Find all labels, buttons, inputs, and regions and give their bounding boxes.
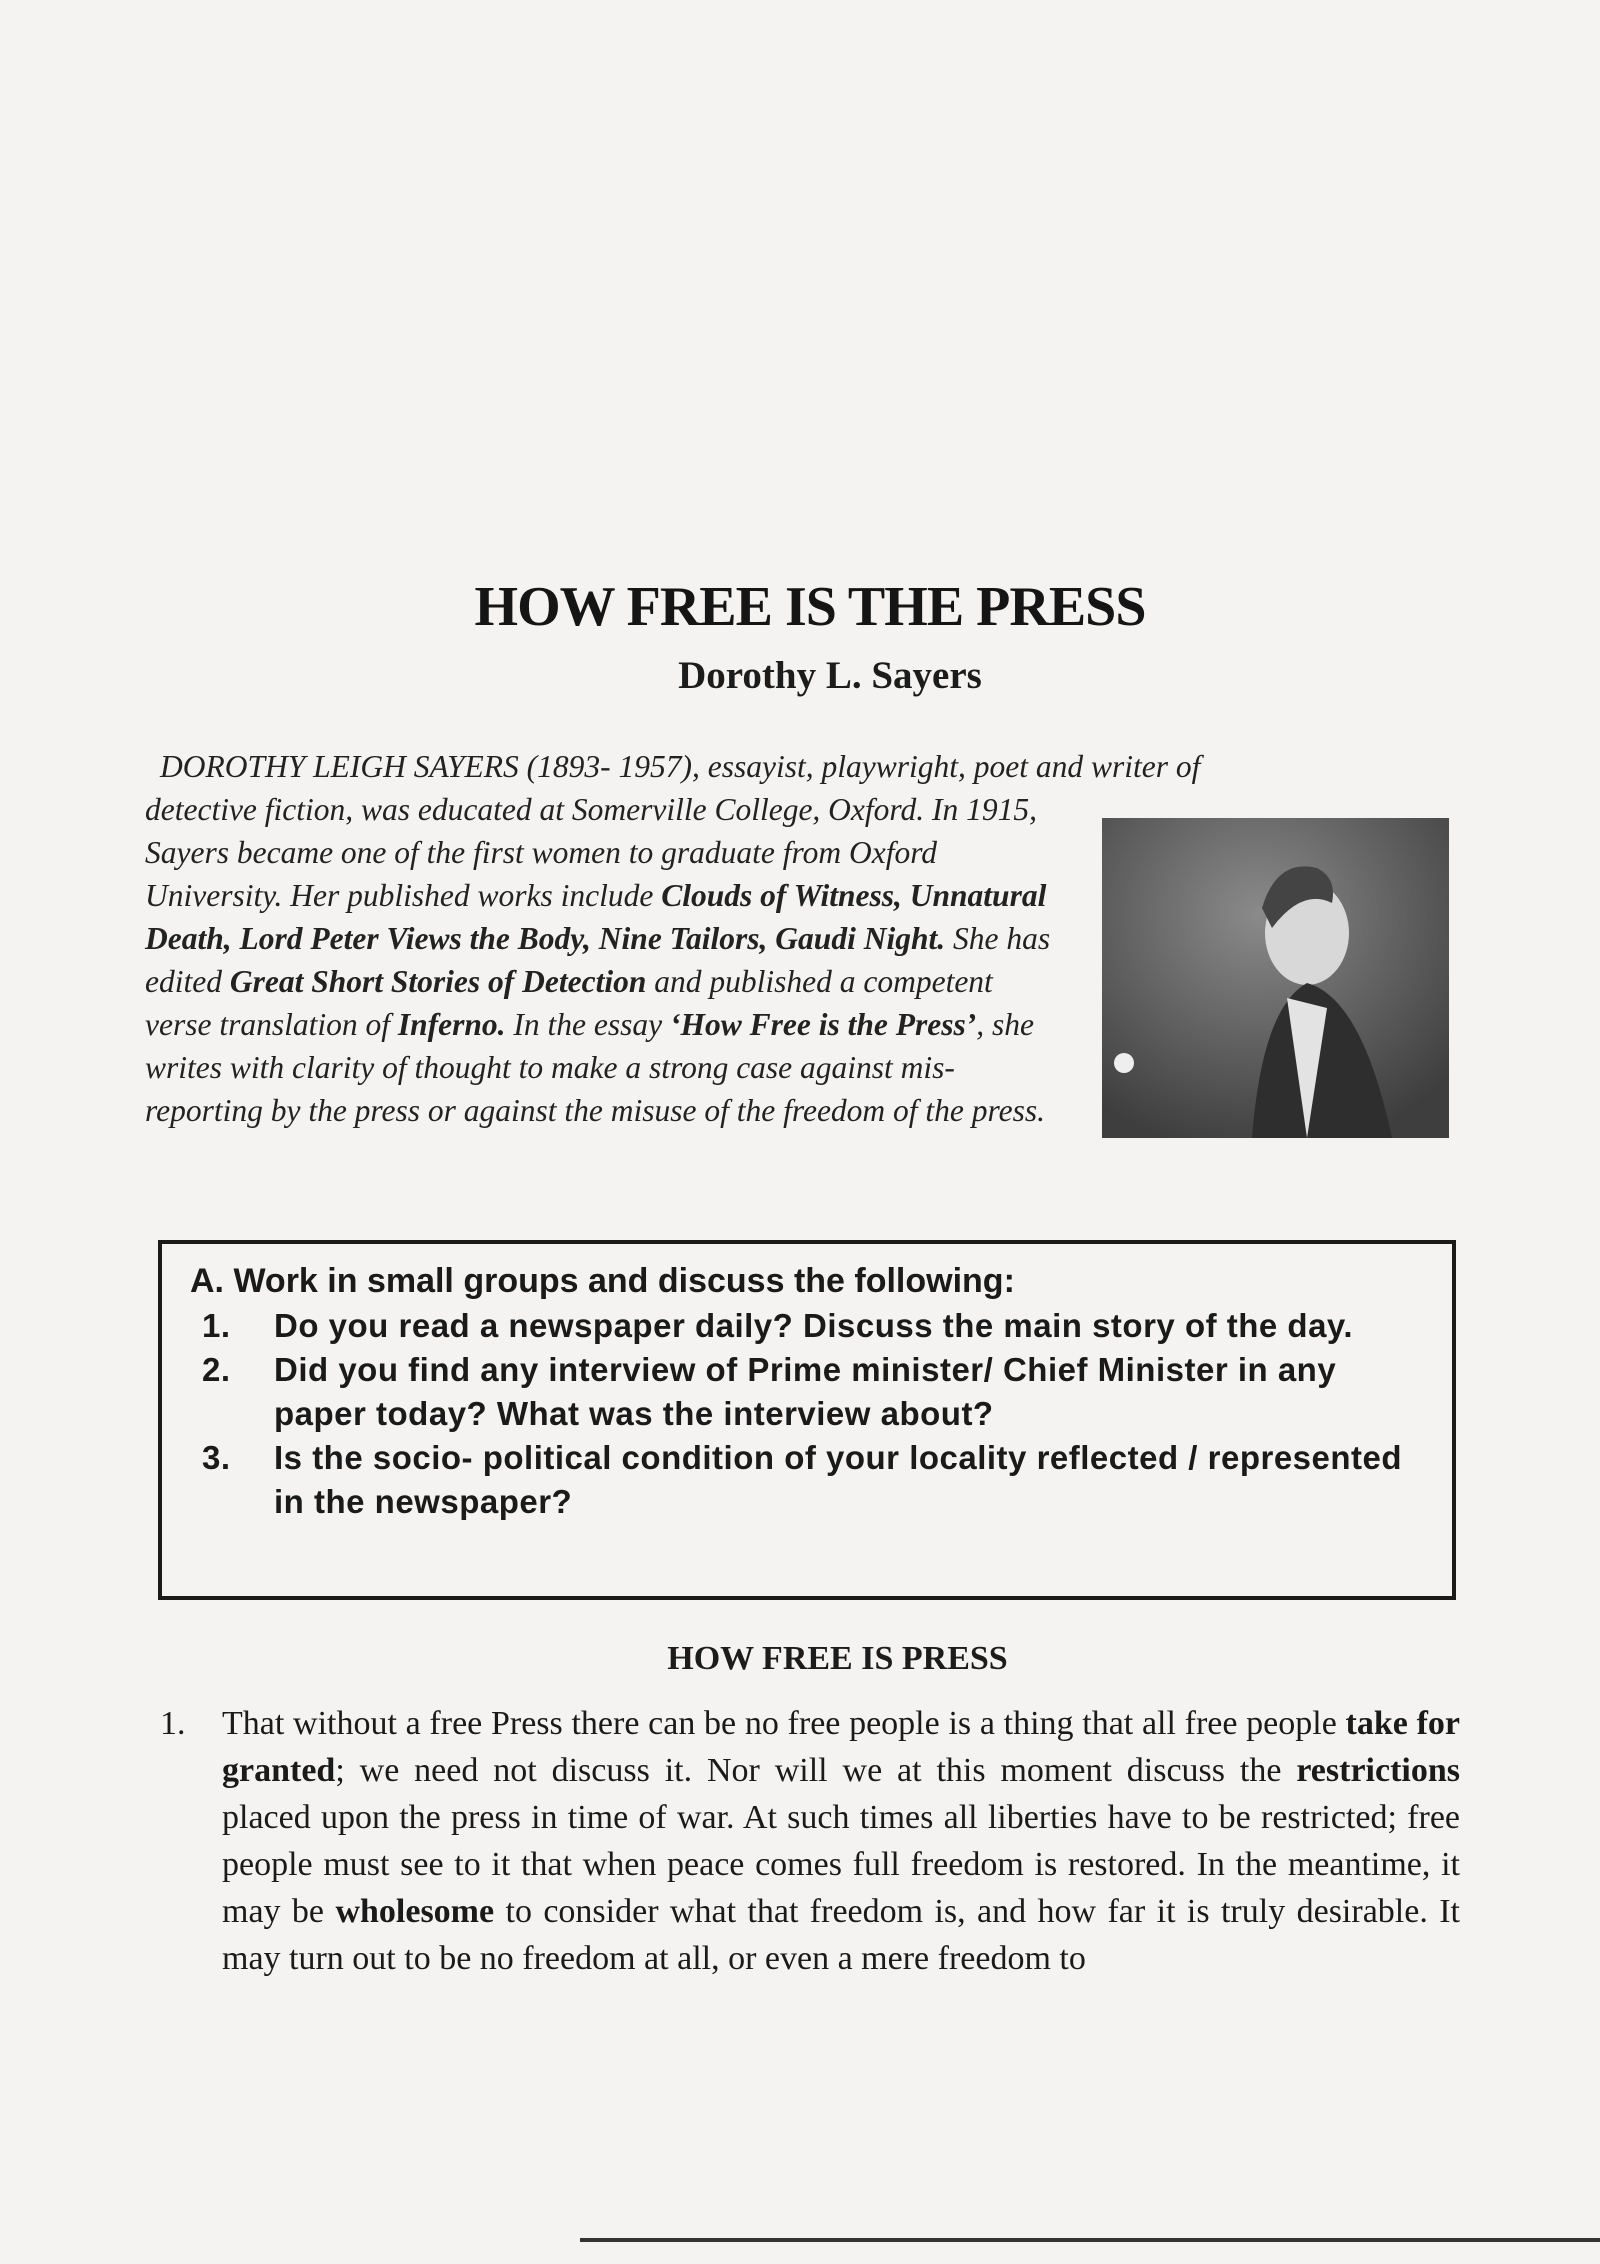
chapter-title: HOW FREE IS THE PRESS bbox=[474, 576, 1146, 638]
bold-term: wholesome bbox=[335, 1893, 495, 1930]
discussion-item bbox=[202, 1304, 1422, 1348]
page-bottom-rule bbox=[580, 2238, 1600, 2242]
bold-term: take for granted bbox=[222, 1705, 1460, 1789]
author-biography bbox=[145, 745, 1465, 1132]
paragraph-1 bbox=[160, 1700, 1460, 1982]
item-number: 2. bbox=[202, 1351, 231, 1388]
section-heading: HOW FREE IS PRESS bbox=[667, 1640, 1008, 1677]
discussion-item bbox=[202, 1436, 1422, 1524]
bio-works: Inferno. bbox=[397, 1007, 506, 1042]
discussion-list bbox=[202, 1304, 1422, 1524]
paragraph-run: ; we need not discuss it. Nor will we at this moment discuss the bbox=[335, 1752, 1297, 1789]
bio-text: detective fiction, was educated at Somerville College, Oxford. In 1915, Sayers became one of the first women to graduate from Oxford University. Her published works include bbox=[145, 792, 1037, 913]
bio-text: , she writes with clarity of thought to make a strong case against mis-reporting by the press or against the misuse of the freedom of the press. bbox=[145, 1007, 1045, 1128]
paragraph-run: placed upon the press in time of war. At such times all liberties have to be restricted; free people must see to it that when peace comes full freedom is restored. In the meantime, it may be bbox=[222, 1799, 1460, 1930]
bio-body bbox=[145, 788, 1065, 1132]
bio-text: In the essay bbox=[505, 1007, 670, 1042]
item-text: Do you read a newspaper daily? Discuss the main story of the day. bbox=[274, 1307, 1354, 1344]
bio-text: and published a competent verse translation of bbox=[145, 964, 993, 1042]
discussion-heading: A. Work in small groups and discuss the following: bbox=[190, 1262, 1015, 1300]
discussion-box bbox=[158, 1240, 1456, 1600]
paragraph-number: 1. bbox=[160, 1705, 186, 1742]
item-text: Did you find any interview of Prime minister/ Chief Minister in any paper today? What was the interview about? bbox=[274, 1351, 1337, 1432]
bio-essay-title: ‘How Free is the Press’ bbox=[669, 1007, 977, 1042]
paragraph-text bbox=[222, 1700, 1460, 1982]
item-number: 1. bbox=[202, 1307, 231, 1344]
item-number: 3. bbox=[202, 1439, 231, 1476]
bio-text: She has edited bbox=[145, 921, 1051, 999]
discussion-item bbox=[202, 1348, 1422, 1436]
bio-first-line: DOROTHY LEIGH SAYERS (1893- 1957), essayist, playwright, poet and writer of bbox=[160, 749, 1201, 784]
paragraph-run: That without a free Press there can be no free people is a thing that all free people bbox=[222, 1705, 1346, 1742]
author-name: Dorothy L. Sayers bbox=[678, 654, 982, 697]
paragraph-run: to consider what that freedom is, and how far it is truly desirable. It may turn out to be no freedom at all, or even a mere freedom to bbox=[222, 1893, 1460, 1977]
bio-works: Clouds of Witness, Unnatural Death, Lord Peter Views the Body, Nine Tailors, Gaudi Night. bbox=[145, 878, 1047, 956]
bio-works: Great Short Stories of Detection bbox=[229, 964, 647, 999]
item-text: Is the socio- political condition of your locality reflected / represented in the newspaper? bbox=[274, 1439, 1403, 1520]
bold-term: restrictions bbox=[1296, 1752, 1460, 1789]
